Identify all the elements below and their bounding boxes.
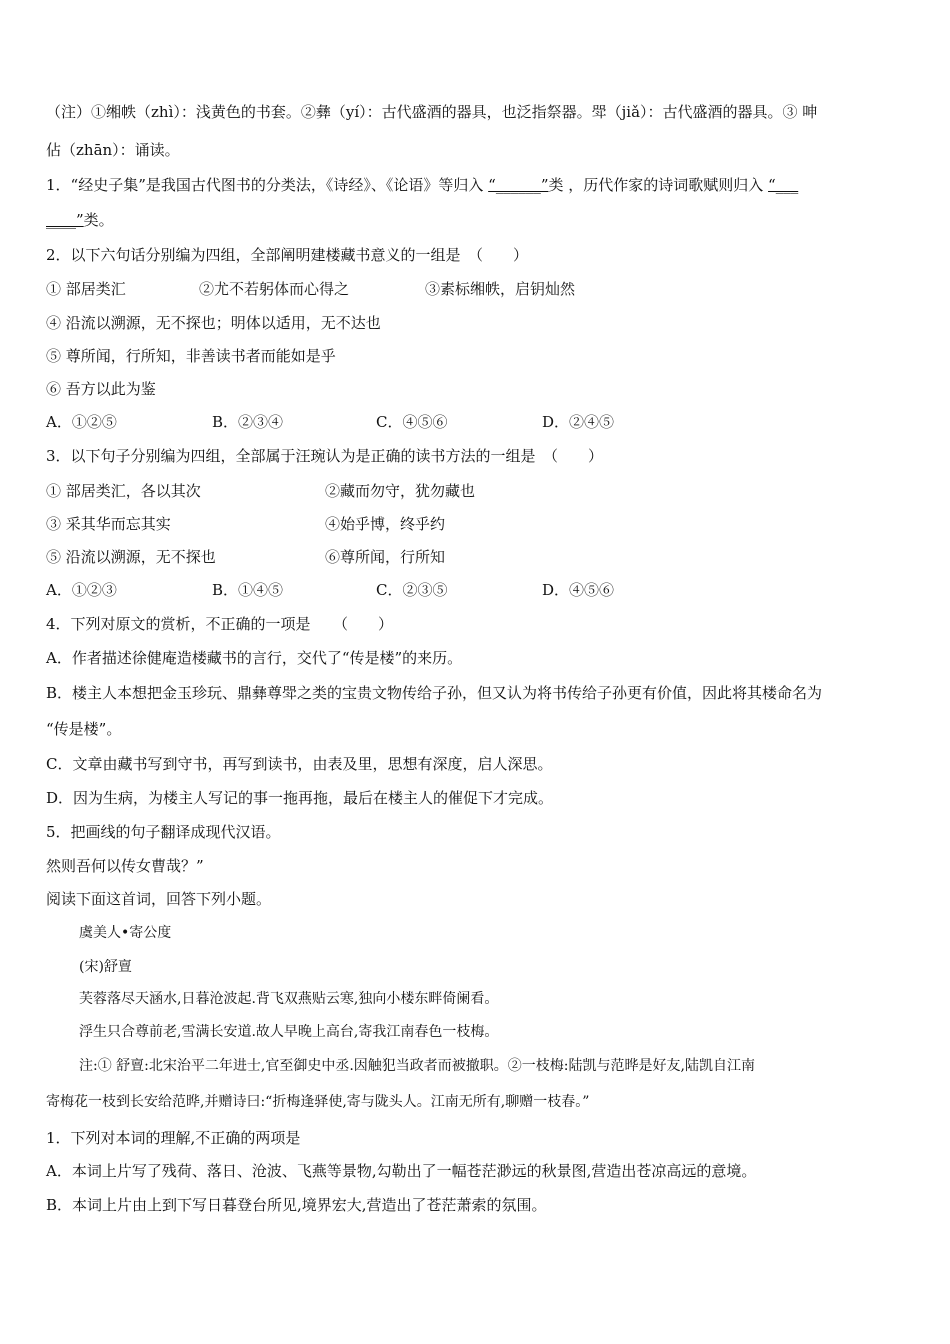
q2-item-4: ④ 沿流以溯源，无不探也；明体以适用，无不达也 — [46, 314, 381, 332]
poem-line-1: 芙蓉落尽天涵水,日暮沧波起.背飞双燕贴云寒,独向小楼东畔倚阑看。 — [79, 991, 499, 1007]
q4-option-d[interactable]: D．因为生病，为楼主人写记的事一拖再拖，最后在楼主人的催促下才完成。 — [46, 789, 554, 807]
q2-option-c[interactable]: C．④⑤⑥ — [376, 413, 448, 431]
q1-blank-2b: ____” — [46, 211, 84, 229]
q2-stem: 2．以下六句话分别编为四组，全部阐明建楼藏书意义的一组是 （ ） — [46, 246, 529, 264]
q3-item-3: ③ 采其华而忘其实 — [46, 515, 171, 533]
q3-option-c[interactable]: C．②③⑤ — [376, 581, 448, 599]
poem-author: (宋)舒亶 — [79, 959, 132, 975]
q5-stem: 5．把画线的句子翻译成现代汉语。 — [46, 823, 281, 841]
pq1-option-b[interactable]: B．本词上片由上到下写日暮登台所见,境界宏大,营造出了苍茫萧索的氛围。 — [46, 1196, 547, 1214]
q1-text-3: 类。 — [83, 211, 114, 229]
q3-item-1: ① 部居类汇，各以其次 — [46, 482, 201, 500]
q1-blank-1: “______” — [488, 176, 549, 194]
q2-item-3: ③素标缃帙，启钥灿然 — [425, 280, 576, 298]
q2-item-5: ⑤ 尊所闻，行所知，非善读书者而能如是乎 — [46, 347, 336, 365]
q4-option-b-line-2[interactable]: “传是楼”。 — [46, 720, 122, 738]
q4-stem: 4．下列对原文的赏析，不正确的一项是 （ ） — [46, 615, 394, 633]
q3-item-5: ⑤ 沿流以溯源，无不探也 — [46, 548, 216, 566]
q3-item-6: ⑥尊所闻，行所知 — [325, 548, 446, 566]
note-line-2: 佔（zhān）：诵读。 — [46, 141, 180, 159]
q1-text-2: 类 ，历代作家的诗词歌赋则归入 — [548, 176, 769, 194]
q3-item-4: ④始乎博，终乎约 — [325, 515, 446, 533]
q4-option-b-line-1[interactable]: B．楼主人本想把金玉珍玩、鼎彝尊斝之类的宝贵文物传给子孙，但又认为将书传给子孙更有价值，因此将其楼命名为 — [46, 684, 823, 702]
note-line-1: （注）①缃帙（zhì）：浅黄色的书套。②彝（yí）：古代盛酒的器具，也泛指祭器。斝（jiǎ）：古代盛酒的器具。③ 呻 — [46, 103, 818, 121]
q4-option-c[interactable]: C．文章由藏书写到守书，再写到读书，由表及里，思想有深度，启人深思。 — [46, 755, 553, 773]
q3-option-b[interactable]: B．①④⑤ — [212, 581, 284, 599]
q3-option-d[interactable]: D．④⑤⑥ — [542, 581, 615, 599]
q3-item-2: ②藏而勿守，犹勿藏也 — [325, 482, 476, 500]
pq1-stem: 1．下列对本词的理解,不正确的两项是 — [46, 1129, 301, 1147]
poem-note-line-2: 寄梅花一枝到长安给范晔,并赠诗曰:“折梅逢驿使,寄与陇头人。江南无所有,聊赠一枝春。” — [46, 1094, 590, 1110]
q3-option-a[interactable]: A．①②③ — [46, 581, 117, 599]
q1-line-1 — [46, 175, 798, 195]
q2-item-6: ⑥ 吾方以此为鉴 — [46, 380, 156, 398]
pq1-option-a[interactable]: A．本词上片写了残荷、落日、沧波、飞燕等景物,勾勒出了一幅苍茫渺远的秋景图,营造出苍凉高远的意境。 — [46, 1162, 757, 1180]
q2-option-a[interactable]: A．①②⑤ — [46, 413, 117, 431]
q2-option-d[interactable]: D．②④⑤ — [542, 413, 615, 431]
q2-option-b[interactable]: B．②③④ — [212, 413, 284, 431]
poem-note-line-1: 注:① 舒亶:北宋治平二年进士,官至御史中丞.因触犯当政者而被撤职。②一枝梅:陆凯与范晔是好友,陆凯自江南 — [79, 1058, 755, 1074]
poem-line-2: 浮生只合尊前老,雪满长安道.故人早晚上高台,寄我江南春色一枝梅。 — [79, 1024, 499, 1040]
reading-intro: 阅读下面这首词，回答下列小题。 — [46, 890, 272, 908]
q5-sentence: 然则吾何以传女曹哉？” — [46, 857, 204, 875]
poem-title: 虞美人•寄公度 — [79, 925, 172, 941]
q3-stem: 3．以下句子分别编为四组，全部属于汪琬认为是正确的读书方法的一组是 （ ） — [46, 447, 604, 465]
q1-blank-2a: “___ — [768, 176, 799, 194]
q2-item-2: ②尤不若躬体而心得之 — [199, 280, 350, 298]
q4-option-a[interactable]: A．作者描述徐健庵造楼藏书的言行，交代了“传是楼”的来历。 — [46, 649, 463, 667]
q1-line-2 — [46, 210, 114, 230]
q2-item-1: ① 部居类汇 — [46, 280, 126, 298]
q1-text-1: 1．“经史子集”是我国古代图书的分类法，《诗经》、《论语》等归入 — [46, 176, 489, 194]
